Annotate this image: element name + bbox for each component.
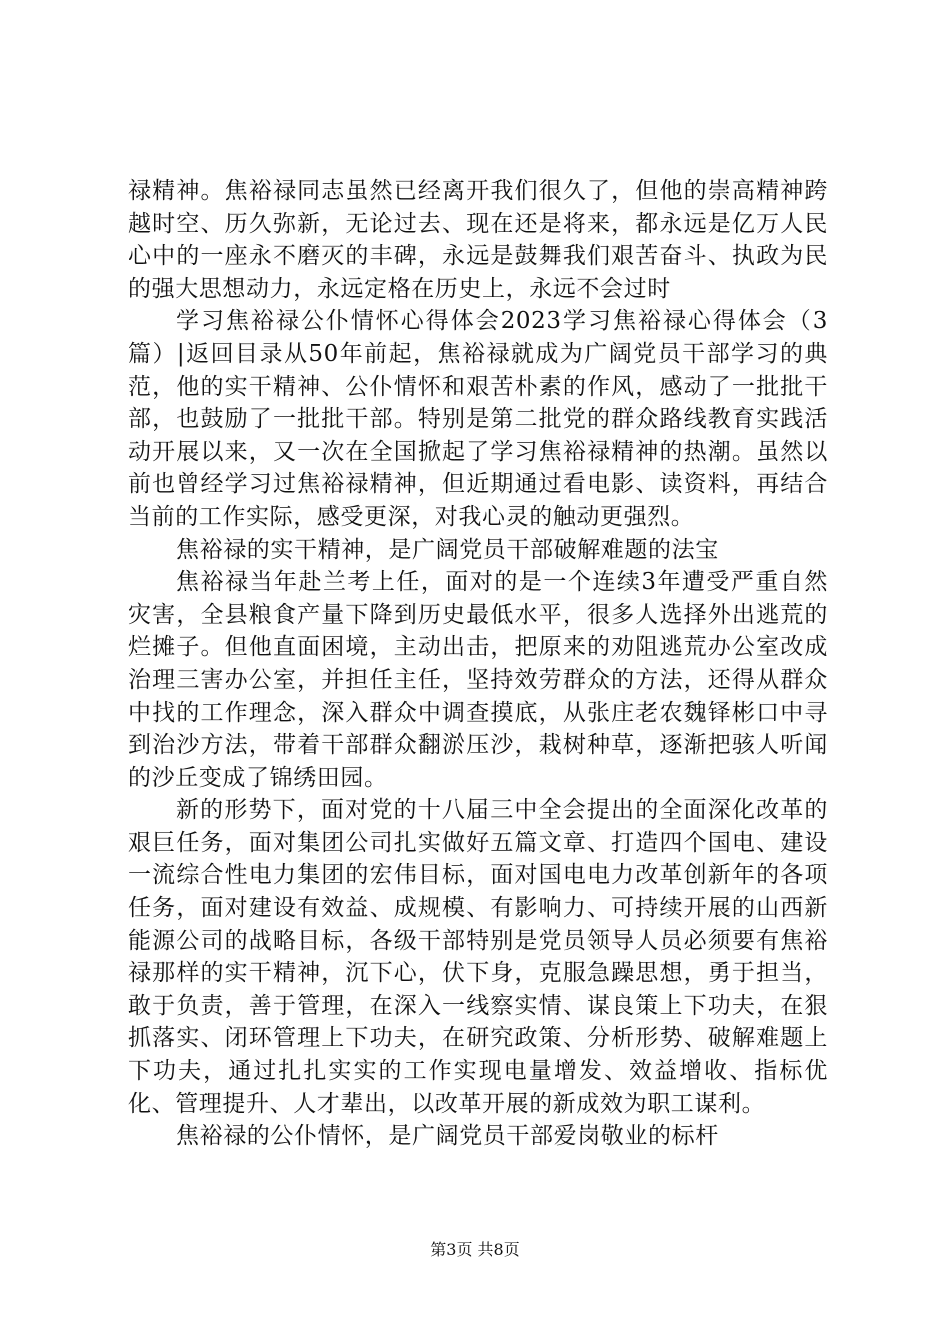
section-heading-practical-spirit: 焦裕禄的实干精神，是广阔党员干部破解难题的法宝 — [176, 536, 719, 563]
paragraph-new-situation: 新的形势下，面对党的十八届三中全会提出的全面深化改革的艰巨任务，面对集团公司扎实做好五篇文章、打造四个国电、建设一流综合性电力集团的宏伟目标，面对国电电力改革创新年的各项任务，面对建设有效益、成规模、有影响力、可持续开展的山西新能源公司的战略目标，各级干部特别是党员领导人员必须要有焦裕禄那样的实干精神，沉下心，伏下身，克服急躁思想，勇于担当，敢于负责，善于管理，在深入一线察实情、谋良策上下功夫，在狠抓落实、闭环管理上下功夫，在研究政策、分析形势、破解难题上下功夫，通过扎扎实实的工作实现电量增发、效益增收、指标优化、管理提升、人才辈出，以改革开展的新成效为职工谋利。 — [128, 797, 828, 1117]
page-number-footer: 第3页 共8页 — [430, 1240, 520, 1259]
paragraph-intro: 学习焦裕禄公仆情怀心得体会2023学习焦裕禄心得体会（3篇）|返回目录从50年前起，焦裕禄就成为广阔党员干部学习的典范，他的实干精神、公仆情怀和艰苦朴素的作风，感动了一批批干部，也鼓励了一批批干部。特别是第二批党的群众路线教育实践活动开展以来，又一次在全国掀起了学习焦裕禄精神的热潮。虽然以前也曾经学习过焦裕禄精神，但近期通过看电影、读资料，再结合当前的工作实际，感受更深，对我心灵的触动更强烈。 — [128, 308, 828, 530]
section-heading-public-servant: 焦裕禄的公仆情怀，是广阔党员干部爱岗敬业的标杆 — [176, 1123, 719, 1150]
document-body — [128, 175, 828, 1153]
paragraph-continuation: 禄精神。焦裕禄同志虽然已经离开我们很久了，但他的崇高精神跨越时空、历久弥新，无论过去、现在还是将来，都永远是亿万人民心中的一座永不磨灭的丰碑，永远是鼓舞我们艰苦奋斗、执政为民的强大思想动力，永远定格在历史上，永远不会过时 — [128, 178, 828, 302]
paragraph-lankao-story: 焦裕禄当年赴兰考上任，面对的是一个连续3年遭受严重自然灾害，全县粮食产量下降到历史最低水平，很多人选择外出逃荒的烂摊子。但他直面困境，主动出击，把原来的劝阻逃荒办公室改成治理三害办公室，并担任主任，坚持效劳群众的方法，还得从群众中找的工作理念，深入群众中调查摸底，从张庄老农魏铎彬口中寻到治沙方法，带着干部群众翻淤压沙，栽树种草，逐渐把骇人听闻的沙丘变成了锦绣田园。 — [128, 569, 828, 791]
